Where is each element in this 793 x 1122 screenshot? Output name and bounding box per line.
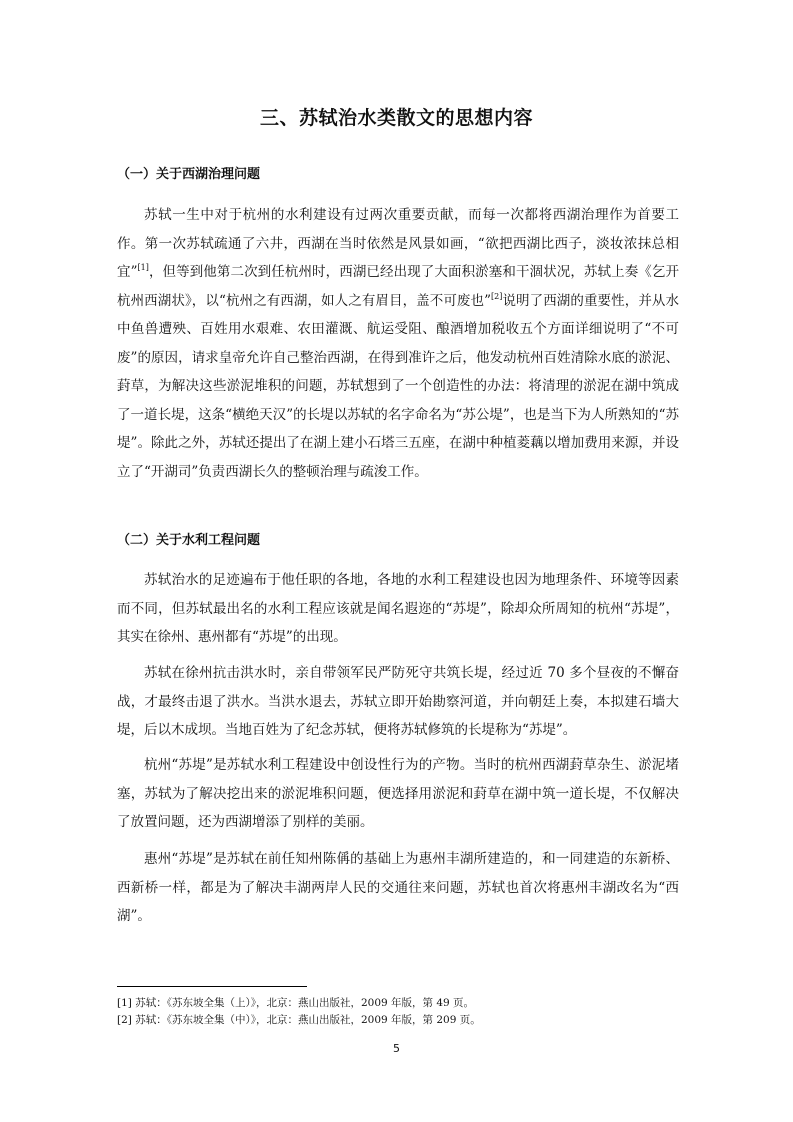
section-heading-water-projects: （二）关于水利工程问题 [117, 533, 261, 548]
footnote-2: [2] 苏轼：《苏东坡全集（中）》，北京：燕山出版社，2009 年版，第 209 页。 [117, 1014, 481, 1026]
paragraph-text: ，但等到他第二次到任杭州时，西湖已经出现了大面积淤塞和干涸状况，苏轼上奏《乞开杭州西湖状》，以“杭州之有西湖，如人之有眉目，盖不可废也” [117, 264, 679, 309]
paragraph-water-projects-2: 苏轼在徐州抗击洪水时，亲自带领军民严防死守共筑长堤，经过近 70 多个昼夜的不懈奋战，才最终击退了洪水。当洪水退去，苏轼立即开始勘察河道，并向朝廷上奏，本拟建石墙大堤，后以木成坝。当地百姓为了纪念苏轼，便将苏轼修筑的长堤称为“苏堤”。 [117, 665, 679, 738]
paragraph-water-projects-3: 杭州“苏堤”是苏轼水利工程建设中创设性行为的产物。当时的杭州西湖葑草杂生、淤泥堵塞，苏轼为了解决挖出来的淤泥堆积问题，便选择用淤泥和葑草在湖中筑一道长堤，不仅解决了放置问题，还为西湖增添了别样的美丽。 [117, 757, 679, 830]
paragraph-text: 说明了西湖的重要性，并从水中鱼兽遭殃、百姓用水艰难、农田灌溉、航运受阻、酿酒增加税收五个方面详细说明了“不可废”的原因，请求皇帝允许自己整治西湖，在得到准许之后，他发动杭州百姓清除水底的淤泥、葑草，为解决这些淤泥堆积的问题，苏轼想到了一个创造性的办法：将清理的淤泥在湖中筑成了一道长堤，这条“横绝天汉”的长堤以苏轼的名字命名为“苏公堤”，也是当下为人所熟知的“苏堤”。除此之外，苏轼还提出了在湖上建小石塔三五座，在湖中种植菱藕以增加费用来源，并设立了“开湖司”负责西湖长久的整顿治理与疏浚工作。 [117, 292, 679, 480]
page-title: 三、苏轼治水类散文的思想内容 [259, 107, 533, 129]
footnote-ref-1[interactable]: [1] [137, 263, 149, 272]
footnote-1: [1] 苏轼：《苏东坡全集（上）》，北京：燕山出版社，2009 年版，第 49 页。 [117, 997, 475, 1009]
paragraph-west-lake [117, 201, 679, 486]
page-number: 5 [393, 1042, 400, 1055]
paragraph-water-projects-1: 苏轼治水的足迹遍布于他任职的各地，各地的水利工程建设也因为地理条件、环境等因素而不同，但苏轼最出名的水利工程应该就是闻名遐迩的“苏堤”，除却众所周知的杭州“苏堤”，其实在徐州、惠州都有“苏堤”的出现。 [117, 572, 679, 645]
footnote-divider [117, 986, 307, 987]
section-heading-west-lake: （一）关于西湖治理问题 [117, 167, 261, 182]
footnote-ref-2[interactable]: [2] [491, 291, 503, 301]
paragraph-text: 苏轼一生中对于杭州的水利建设有过两次重要贡献，而每一次都将西湖治理作为首要工作。第一次苏轼疏通了六井，西湖在当时依然是风景如画，“欲把西湖比西子，淡妆浓抹总相宜” [117, 207, 679, 280]
paragraph-water-projects-4: 惠州“苏堤”是苏轼在前任知州陈偁的基础上为惠州丰湖所建造的，和一同建造的东新桥、西新桥一样，都是为了解决丰湖两岸人民的交通往来问题，苏轼也首次将惠州丰湖改名为“西湖”。 [117, 851, 679, 924]
